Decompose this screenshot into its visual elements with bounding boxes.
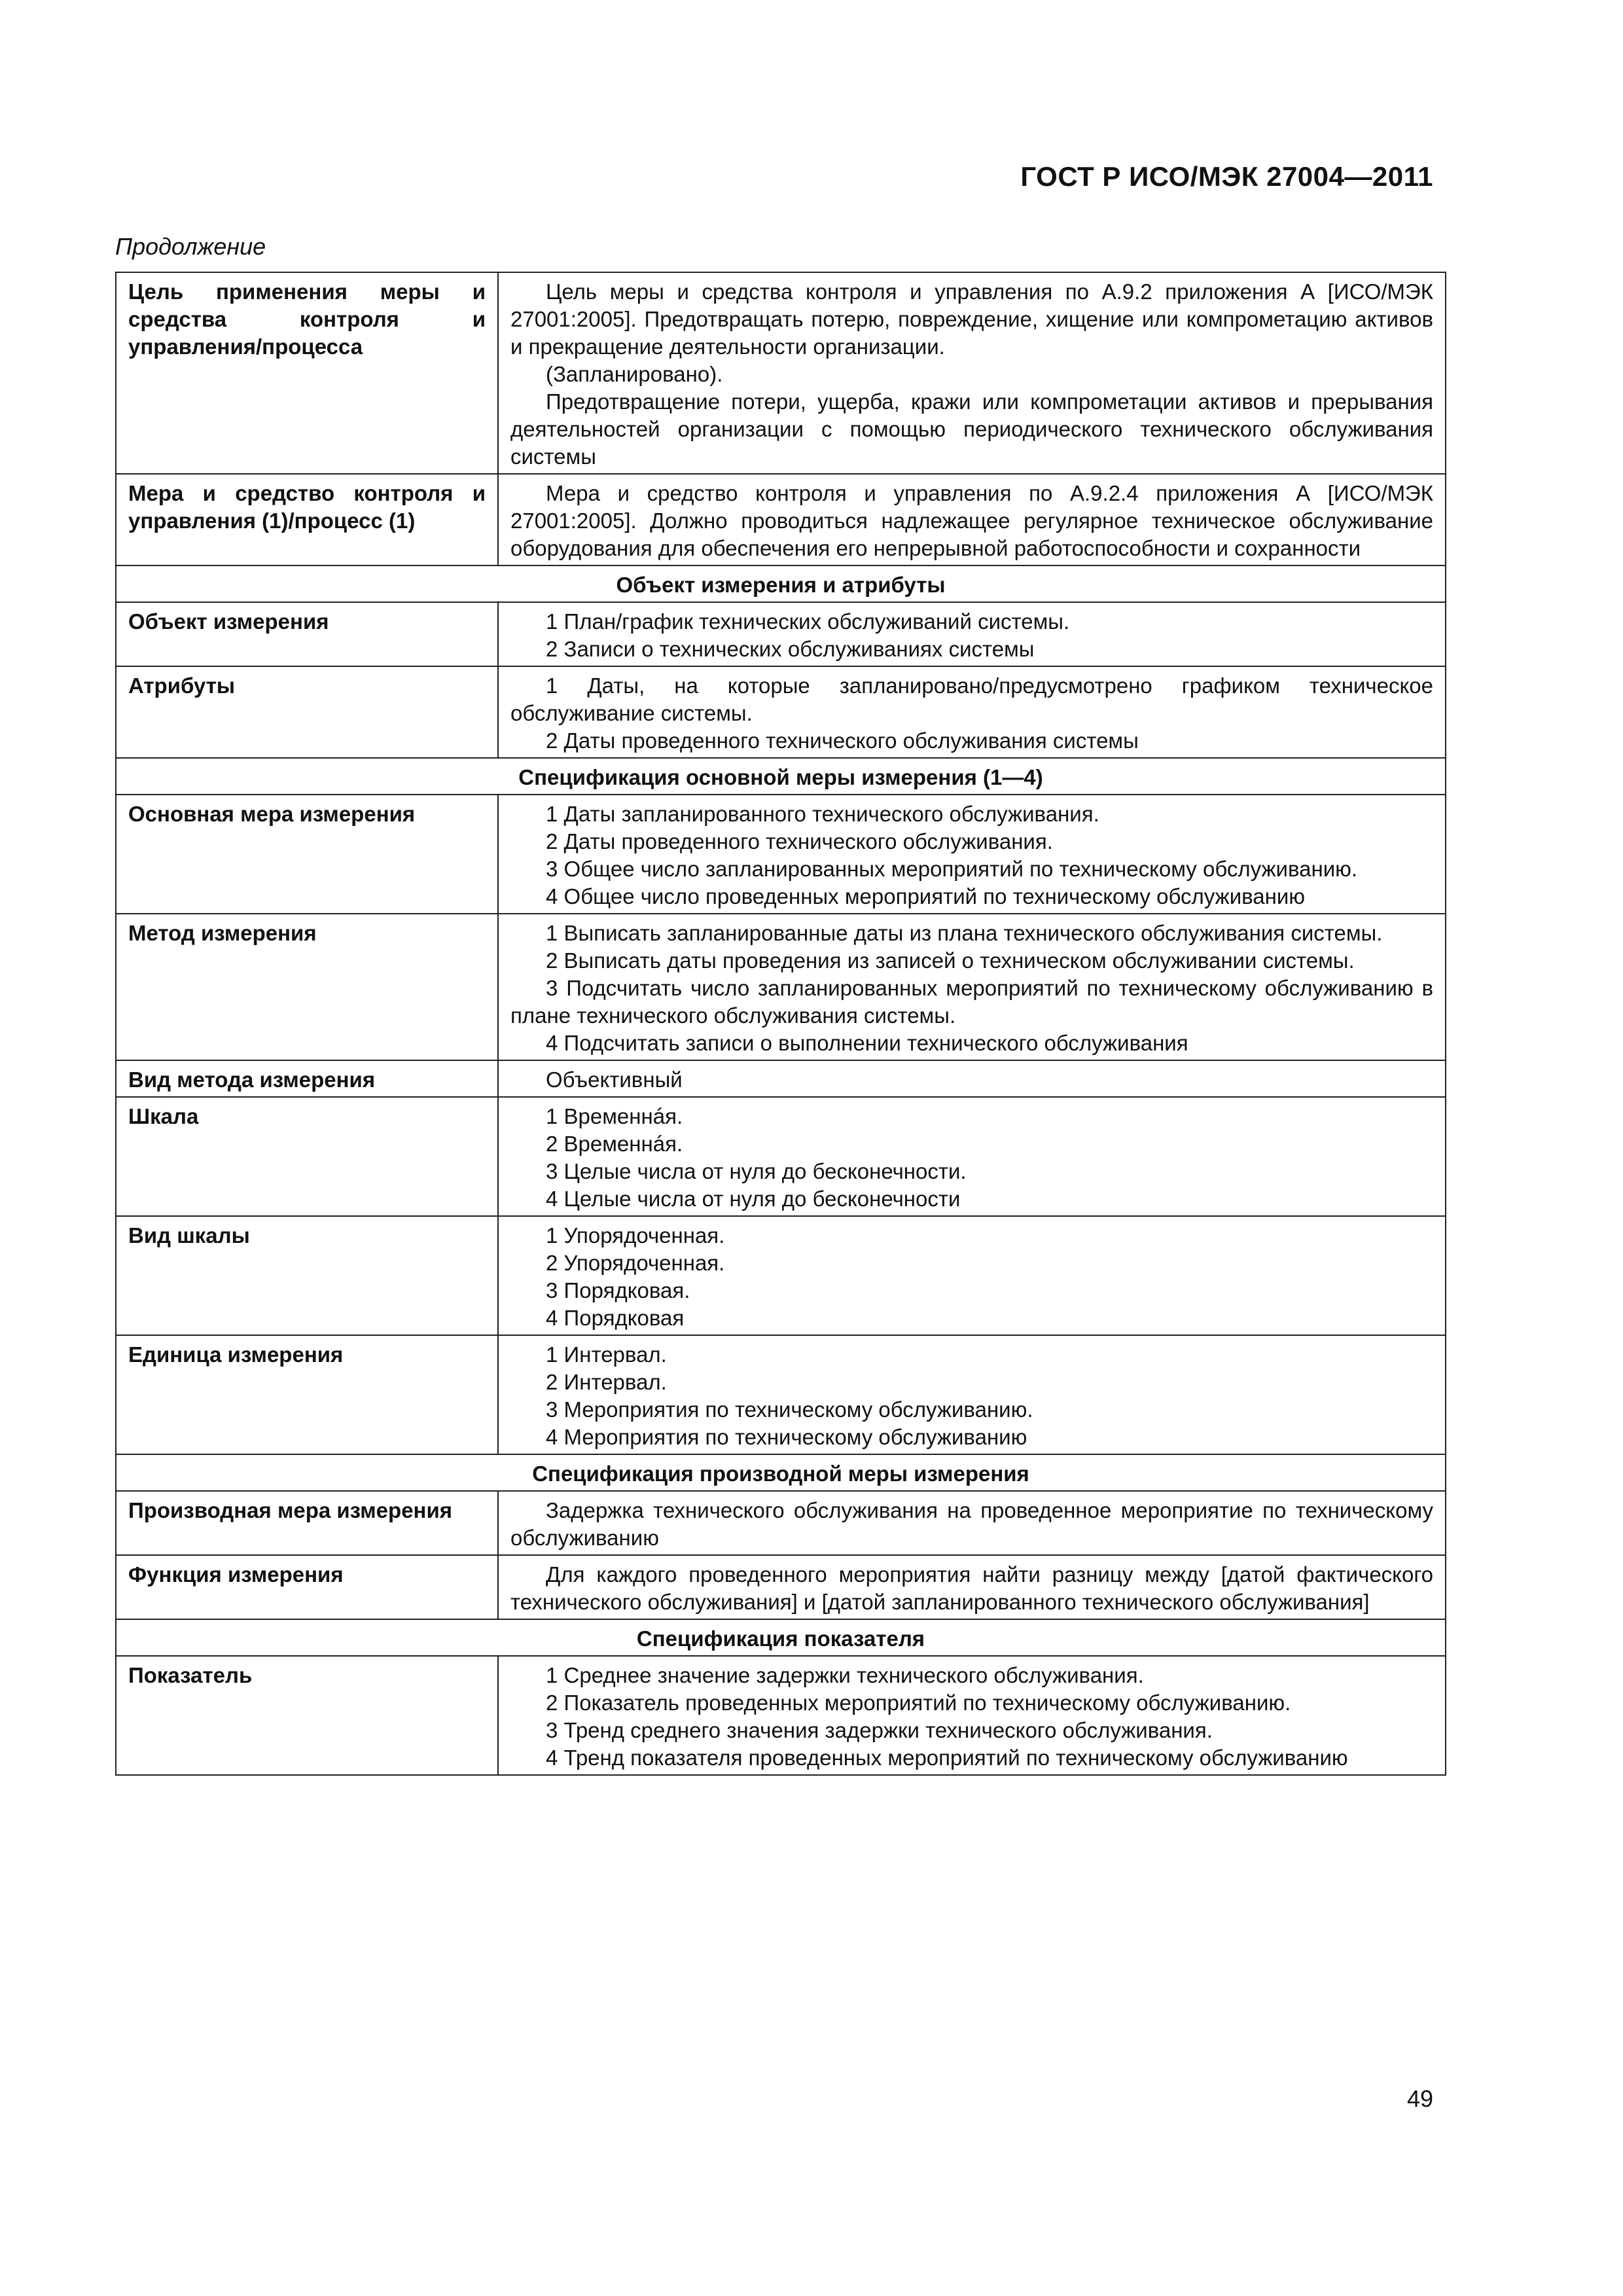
row-label: Вид шкалы [116,1216,498,1335]
value-line: 1 Временнáя. [546,1104,683,1128]
value-line: 1 Даты, на которые запланировано/предусмотрено графиком техническое обслуживание системы. [510,673,1433,725]
value-line: 3 Порядковая. [546,1278,690,1302]
value-line: 2 Интервал. [546,1370,667,1394]
row-label: Метод измерения [116,914,498,1060]
value-line: 4 Тренд показателя проведенных мероприятий по техническому обслуживанию [546,1746,1348,1770]
value-line: 4 Мероприятия по техническому обслуживанию [546,1425,1027,1449]
value-line: 3 Подсчитать число запланированных мероприятий по техническому обслуживанию в плане технического обслуживания системы. [510,976,1433,1028]
section-header-row [116,1454,1446,1491]
table-row [116,272,1446,474]
value-line: Предотвращение потери, ущерба, кражи или компрометации активов и прерывания деятельностей организации с помощью периодического технического обслуживания системы [510,389,1433,469]
value-line: Цель меры и средства контроля и управления по А.9.2 приложения А [ИСО/МЭК 27001:2005]. Предотвращать потерю, повреждение, хищение или компрометацию активов и прекращение деятельности организации. [510,279,1433,359]
value-line: 4 Порядковая [546,1306,685,1330]
table-row [116,1060,1446,1097]
measurement-construct-table [115,272,1446,1776]
table-row [116,666,1446,758]
row-value [498,1656,1446,1775]
section-header-row [116,1619,1446,1656]
value-line: 1 План/график технических обслуживаний системы. [546,609,1070,634]
table-row [116,1555,1446,1619]
value-line: 4 Подсчитать записи о выполнении технического обслуживания [546,1031,1188,1055]
row-label: Производная мера измерения [116,1491,498,1555]
row-value [498,602,1446,666]
value-line: 2 Упорядоченная. [546,1251,725,1275]
table-row [116,474,1446,565]
row-value [498,1097,1446,1216]
row-label: Основная мера измерения [116,795,498,914]
value-line: Для каждого проведенного мероприятия найти разницу между [датой фактического технического обслуживания] и [датой запланированного технического обслуживания] [510,1562,1433,1614]
table-row [116,1491,1446,1555]
value-line: 2 Показатель проведенных мероприятий по техническому обслуживанию. [546,1691,1291,1715]
row-label: Единица измерения [116,1335,498,1454]
value-line: 1 Среднее значение задержки технического обслуживания. [546,1663,1144,1687]
value-line: 1 Выписать запланированные даты из плана технического обслуживания системы. [546,921,1383,945]
value-line: 2 Даты проведенного технического обслуживания системы [546,728,1139,753]
table-row [116,1335,1446,1454]
row-value [498,795,1446,914]
value-line: 3 Тренд среднего значения задержки технического обслуживания. [546,1718,1213,1742]
value-line: 2 Даты проведенного технического обслуживания. [546,829,1053,853]
row-value [498,1216,1446,1335]
value-line: Задержка технического обслуживания на проведенное мероприятие по техническому обслуживанию [510,1498,1433,1550]
section-header-row [116,565,1446,602]
row-label: Цель применения меры и средства контроля и управления/процесса [116,272,498,474]
row-value [498,272,1446,474]
row-value [498,1491,1446,1555]
value-line: 2 Выписать даты проведения из записей о техническом обслуживании системы. [546,948,1355,973]
section-header-row [116,758,1446,795]
row-label: Шкала [116,1097,498,1216]
row-label: Атрибуты [116,666,498,758]
row-label: Показатель [116,1656,498,1775]
row-label: Объект измерения [116,602,498,666]
value-line: 1 Интервал. [546,1342,667,1367]
table-row [116,1656,1446,1775]
table-row [116,914,1446,1060]
table-row [116,1216,1446,1335]
value-line: 3 Мероприятия по техническому обслуживанию. [546,1397,1033,1422]
value-line: 3 Общее число запланированных мероприятий по техническому обслуживанию. [546,857,1358,881]
page-number: 49 [1406,2085,1433,2112]
value-line: 2 Временнáя. [546,1132,683,1156]
value-line: 4 Общее число проведенных мероприятий по техническому обслуживанию [546,884,1306,908]
value-line: Мера и средство контроля и управления по А.9.2.4 приложения А [ИСО/МЭК 27001:2005]. Должно проводиться надлежащее регулярное техническое обслуживание оборудования для обеспечения его непрерывной работоспособности и сохранности [510,481,1433,560]
row-label: Мера и средство контроля и управления (1)/процесс (1) [116,474,498,565]
row-value [498,1335,1446,1454]
value-line: (Запланировано). [546,362,723,386]
value-line: 3 Целые числа от нуля до бесконечности. [546,1159,967,1183]
continuation-label: Продолжение [115,233,266,260]
value-line: 1 Упорядоченная. [546,1223,725,1247]
table-row [116,1097,1446,1216]
value-line: 2 Записи о технических обслуживаниях системы [546,637,1035,661]
row-value [498,666,1446,758]
row-value [498,1555,1446,1619]
table-row [116,795,1446,914]
value-line: Объективный [546,1067,683,1092]
document-standard-title: ГОСТ Р ИСО/МЭК 27004—2011 [1020,161,1433,192]
section-heading: Спецификация показателя [116,1619,1446,1656]
row-value [498,474,1446,565]
value-line: 4 Целые числа от нуля до бесконечности [546,1187,961,1211]
table-row [116,602,1446,666]
section-heading: Спецификация основной меры измерения (1—4) [116,758,1446,795]
section-heading: Спецификация производной меры измерения [116,1454,1446,1491]
section-heading: Объект измерения и атрибуты [116,565,1446,602]
row-label: Функция измерения [116,1555,498,1619]
row-label: Вид метода измерения [116,1060,498,1097]
value-line: 1 Даты запланированного технического обслуживания. [546,802,1099,826]
row-value [498,914,1446,1060]
row-value [498,1060,1446,1097]
